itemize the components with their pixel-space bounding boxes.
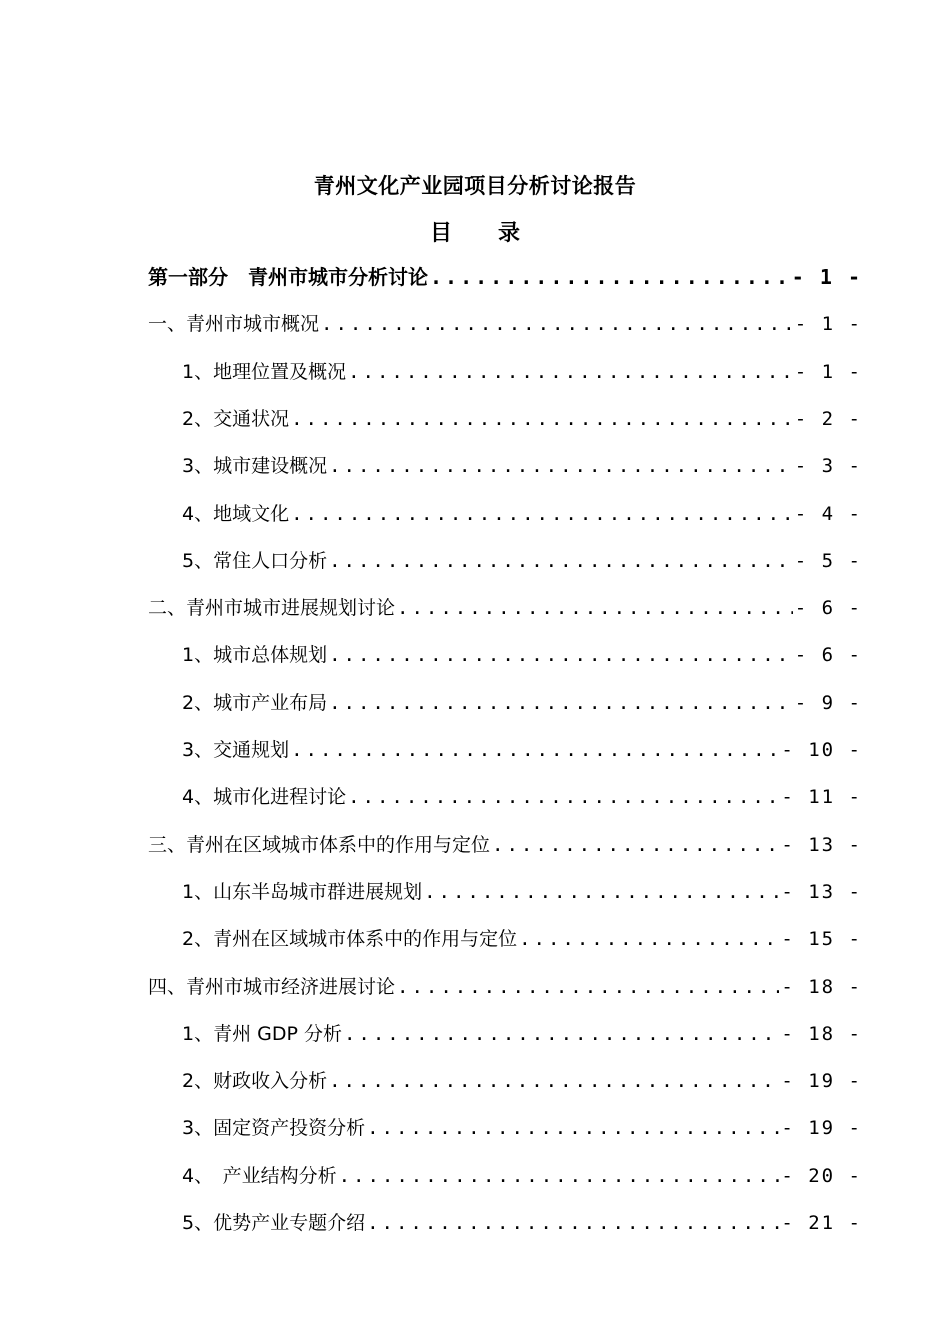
toc-dot-leader — [321, 310, 793, 338]
toc-entry-subsection[interactable] — [182, 689, 862, 717]
toc-entry-page-number: - 20 - — [781, 1164, 862, 1187]
toc-entry-page-number: - 6 - — [794, 644, 862, 667]
toc-entry-label: 三、青州在区域城市体系中的作用与定位 — [148, 833, 491, 856]
toc-entry-page-number: - 1 - — [794, 313, 862, 336]
toc-entry-subsection[interactable] — [182, 1114, 862, 1142]
toc-entry-section[interactable] — [148, 973, 862, 1001]
toc-entry-page-number: - 1 - — [791, 265, 862, 289]
toc-entry-page-number: - 21 - — [781, 1212, 862, 1234]
toc-entry-page-number: - 6 - — [794, 597, 862, 620]
toc-heading — [0, 216, 950, 247]
toc-entry-label: 2、财政收入分析 — [182, 1070, 328, 1093]
toc-dot-leader — [329, 641, 793, 669]
toc-entry-label: 一、青州市城市概况 — [148, 313, 320, 336]
toc-dot-leader — [329, 547, 793, 575]
toc-entry-page-number: - 11 - — [781, 786, 862, 809]
toc-dot-leader — [339, 1162, 780, 1190]
toc-dot-leader — [344, 1020, 779, 1048]
toc-entry-part[interactable] — [148, 263, 862, 291]
toc-entry-label: 2、城市产业布局 — [182, 691, 328, 714]
toc-entry-label: 第一部分 青州市城市分析讨论 — [148, 265, 428, 289]
toc-entry-subsection[interactable] — [182, 641, 862, 669]
toc-dot-leader — [291, 736, 779, 764]
toc-dot-leader — [329, 689, 793, 717]
toc-entry-subsection[interactable] — [182, 1162, 862, 1190]
toc-entry-page-number: - 15 - — [781, 928, 862, 951]
document-title: 青州文化产业园项目分析讨论报告 — [313, 174, 637, 198]
toc-entry-page-number: - 18 - — [781, 975, 862, 998]
toc-dot-leader — [329, 1067, 779, 1095]
toc-entry-subsection[interactable] — [182, 1020, 862, 1048]
toc-entry-page-number: - 13 - — [781, 880, 862, 903]
toc-entry-subsection[interactable] — [182, 925, 862, 953]
toc-entry-page-number: - 1 - — [794, 360, 862, 383]
toc-entry-label: 5、常住人口分析 — [182, 549, 328, 572]
toc-dot-leader — [367, 1114, 779, 1142]
toc-entry-subsection[interactable] — [182, 736, 862, 764]
toc-entry-label: 4、地域文化 — [182, 502, 290, 525]
toc-entry-subsection[interactable] — [182, 547, 862, 575]
toc-dot-leader — [430, 263, 790, 291]
toc-entry-page-number: - 18 - — [781, 1022, 862, 1045]
toc-entry-subsection[interactable] — [182, 405, 862, 433]
toc-dot-leader — [291, 500, 793, 528]
toc-entry-page-number: - 5 - — [794, 549, 862, 572]
toc-entry-section[interactable] — [148, 310, 862, 338]
toc-entry-label: 3、固定资产投资分析 — [182, 1117, 366, 1140]
toc-dot-leader — [397, 594, 793, 622]
toc-entry-page-number: - 10 - — [781, 739, 862, 761]
toc-entry-label: 1、地理位置及概况 — [182, 360, 347, 383]
toc-dot-leader — [492, 831, 779, 859]
toc-entry-page-number: - 4 - — [794, 502, 862, 525]
toc-entry-page-number: - 19 - — [781, 1070, 862, 1093]
toc-entry-subsection[interactable] — [182, 783, 862, 811]
toc-entry-page-number: - 2 - — [794, 407, 862, 430]
toc-entry-label: 1、山东半岛城市群进展规划 — [182, 880, 423, 903]
toc-dot-leader — [367, 1209, 779, 1237]
toc-entry-label: 四、青州市城市经济进展讨论 — [148, 975, 396, 998]
toc-entry-label: 1、城市总体规划 — [182, 644, 328, 667]
toc-entry-page-number: - 13 - — [781, 833, 862, 856]
toc-entry-label: 1、青州 GDP 分析 — [182, 1022, 342, 1045]
toc-entry-label: 3、交通规划 — [182, 739, 290, 761]
toc-entry-label: 4、 产业结构分析 — [182, 1164, 337, 1187]
toc-entry-label: 二、青州市城市进展规划讨论 — [148, 597, 396, 620]
toc-entry-label: 5、优势产业专题介绍 — [182, 1212, 366, 1234]
toc-entry-subsection[interactable] — [182, 1067, 862, 1095]
toc-dot-leader — [329, 452, 793, 480]
toc-entry-subsection[interactable] — [182, 452, 862, 480]
toc-entry-page-number: - 19 - — [781, 1117, 862, 1140]
toc-entry-section[interactable] — [148, 831, 862, 859]
toc-entry-page-number: - 9 - — [794, 691, 862, 714]
toc-heading-char-2: 录 — [498, 221, 521, 246]
toc-heading-char-1: 目 — [429, 221, 452, 246]
toc-dot-leader — [424, 878, 779, 906]
toc-entry-label: 3、城市建设概况 — [182, 455, 328, 478]
toc-dot-leader — [348, 783, 779, 811]
toc-entry-section[interactable] — [148, 594, 862, 622]
toc-entry-label: 2、青州在区域城市体系中的作用与定位 — [182, 928, 518, 951]
toc-entry-subsection[interactable] — [182, 878, 862, 906]
toc-entry-label: 4、城市化进程讨论 — [182, 786, 347, 809]
toc-entry-label: 2、交通状况 — [182, 407, 290, 430]
toc-entry-subsection[interactable] — [182, 358, 862, 386]
toc-entry-subsection[interactable] — [182, 500, 862, 528]
toc-entry-page-number: - 3 - — [794, 455, 862, 478]
toc-dot-leader — [348, 358, 793, 386]
toc-dot-leader — [397, 973, 779, 1001]
toc-dot-leader — [291, 405, 793, 433]
toc-entry-subsection[interactable] — [182, 1209, 862, 1237]
toc-dot-leader — [519, 925, 779, 953]
